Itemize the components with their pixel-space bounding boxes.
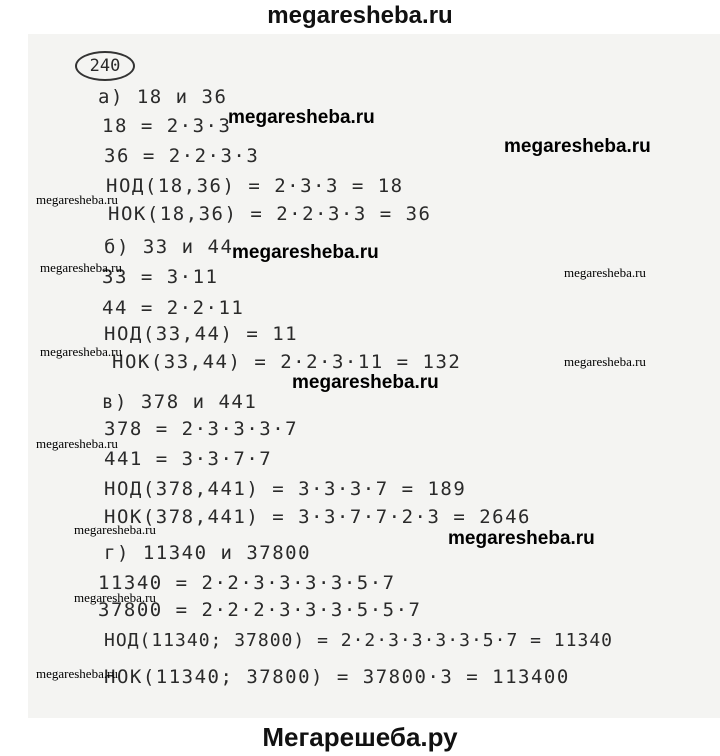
watermark: megaresheba.ru — [36, 666, 118, 681]
solution-line: 37800 = 2·2·2·3·3·3·5·5·7 — [98, 599, 422, 621]
watermark: megaresheba.ru — [36, 436, 118, 451]
watermark: megaresheba.ru — [448, 528, 595, 549]
watermark: megaresheba.ru — [564, 265, 646, 280]
solution-line-b-heading: б) 33 и 44 — [104, 236, 234, 258]
watermark: megaresheba.ru — [564, 354, 646, 369]
solution-line: НОД(33,44) = 11 — [104, 323, 299, 345]
solution-line: НОД(11340; 37800) = 2·2·3·3·3·3·5·7 = 11340 — [104, 630, 613, 651]
watermark: megaresheba.ru — [74, 590, 156, 605]
solution-line: НОД(18,36) = 2·3·3 = 18 — [106, 175, 404, 197]
solution-line-a-heading: а) 18 и 36 — [98, 86, 228, 108]
site-footer: Мегарешеба.ру — [262, 722, 458, 752]
watermark: megaresheba.ru — [504, 136, 651, 157]
watermark: megaresheba.ru — [36, 192, 118, 207]
problem-number: 240 — [75, 51, 135, 81]
solution-line: 441 = 3·3·7·7 — [104, 448, 273, 470]
solution-line: 33 = 3·11 — [102, 266, 219, 288]
watermark: megaresheba.ru — [292, 372, 439, 393]
watermark: megaresheba.ru — [228, 107, 375, 128]
solution-line: НОК(11340; 37800) = 37800·3 = 113400 — [104, 666, 570, 688]
solution-line-c-heading: в) 378 и 441 — [102, 391, 258, 413]
watermark: megaresheba.ru — [40, 260, 122, 275]
solution-line: 44 = 2·2·11 — [102, 297, 245, 319]
solution-line: НОК(33,44) = 2·2·3·11 = 132 — [112, 351, 462, 373]
watermark: megaresheba.ru — [74, 522, 156, 537]
watermark: megaresheba.ru — [232, 242, 379, 263]
watermark: megaresheba.ru — [40, 344, 122, 359]
solution-line-d-heading: г) 11340 и 37800 — [104, 542, 312, 564]
site-header: megaresheba.ru — [267, 2, 453, 29]
solution-line: 11340 = 2·2·3·3·3·3·5·7 — [98, 572, 396, 594]
solution-line: НОК(378,441) = 3·3·7·7·2·3 = 2646 — [104, 506, 531, 528]
solution-line: 18 = 2·3·3 — [102, 115, 232, 137]
solution-line: НОК(18,36) = 2·2·3·3 = 36 — [108, 203, 432, 225]
solution-line: 36 = 2·2·3·3 — [104, 145, 260, 167]
solution-line: НОД(378,441) = 3·3·3·7 = 189 — [104, 478, 467, 500]
solution-line: 378 = 2·3·3·3·7 — [104, 418, 299, 440]
